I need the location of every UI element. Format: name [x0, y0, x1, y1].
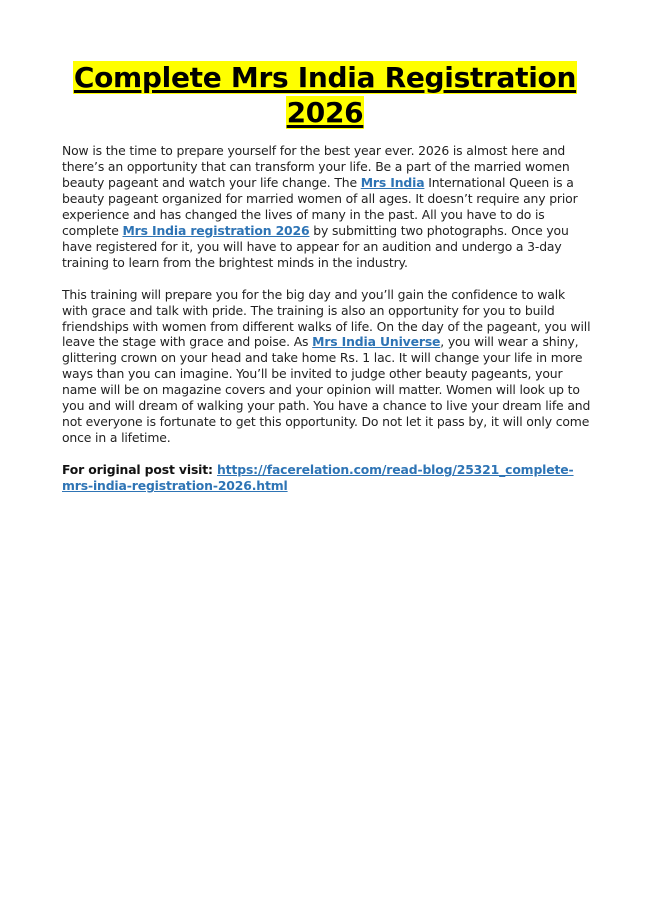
original-post-link[interactable]: https://facerelation.com/read-blog/25321_complete-mrs-india-registration-2026.html	[62, 462, 574, 494]
paragraph-intro	[62, 143, 592, 271]
source-label: For original post visit:	[62, 462, 218, 478]
paragraph-training	[62, 287, 592, 447]
article-body	[62, 143, 592, 510]
mrs-india-link[interactable]: Mrs India	[360, 174, 425, 190]
paragraph-text: International Queen is a beauty pageant organized for married women of all ages. It doesn’t require any prior experience and has changed the lives of many in the past. All you have to do is complete	[62, 174, 578, 238]
page-title	[60, 60, 590, 130]
mrs-india-universe-link[interactable]: Mrs India Universe	[312, 334, 441, 350]
paragraph-text: This training will prepare you for the big day and you’ll gain the confidence to walk with grace and talk with pride. The training is also an opportunity for you to build friendships with women from different walks of life. On the day of the pageant, you will leave the stage with grace and poise. As	[62, 286, 591, 350]
title-line-1: Complete Mrs India Registration	[73, 61, 577, 94]
mrs-india-registration-2026-link[interactable]: Mrs India registration 2026	[122, 222, 310, 238]
paragraph-text: by submitting two photographs. Once you have registered for it, you will have to appear for an audition and undergo a 3-day training to learn from the brightest minds in the industry.	[62, 222, 569, 270]
title-line-2: 2026	[286, 96, 364, 129]
source-line	[62, 462, 592, 494]
paragraph-text: Now is the time to prepare yourself for the best year ever. 2026 is almost here and there’s an opportunity that can transform your life. Be a part of the married women beauty pageant and watch your life change. The	[62, 143, 570, 190]
paragraph-text: , you will wear a shiny, glittering crown on your head and take home Rs. 1 lac. It will change your life in more ways than you can imagine. You’ll be invited to judge other beauty pageants, your name will be on magazine covers and your opinion will matter. Women will look up to you and will dream of walking your path. You have a chance to live your dream life and not everyone is fortunate to get this opportunity. Do not let it pass by, it will only come once in a lifetime.	[62, 334, 591, 446]
